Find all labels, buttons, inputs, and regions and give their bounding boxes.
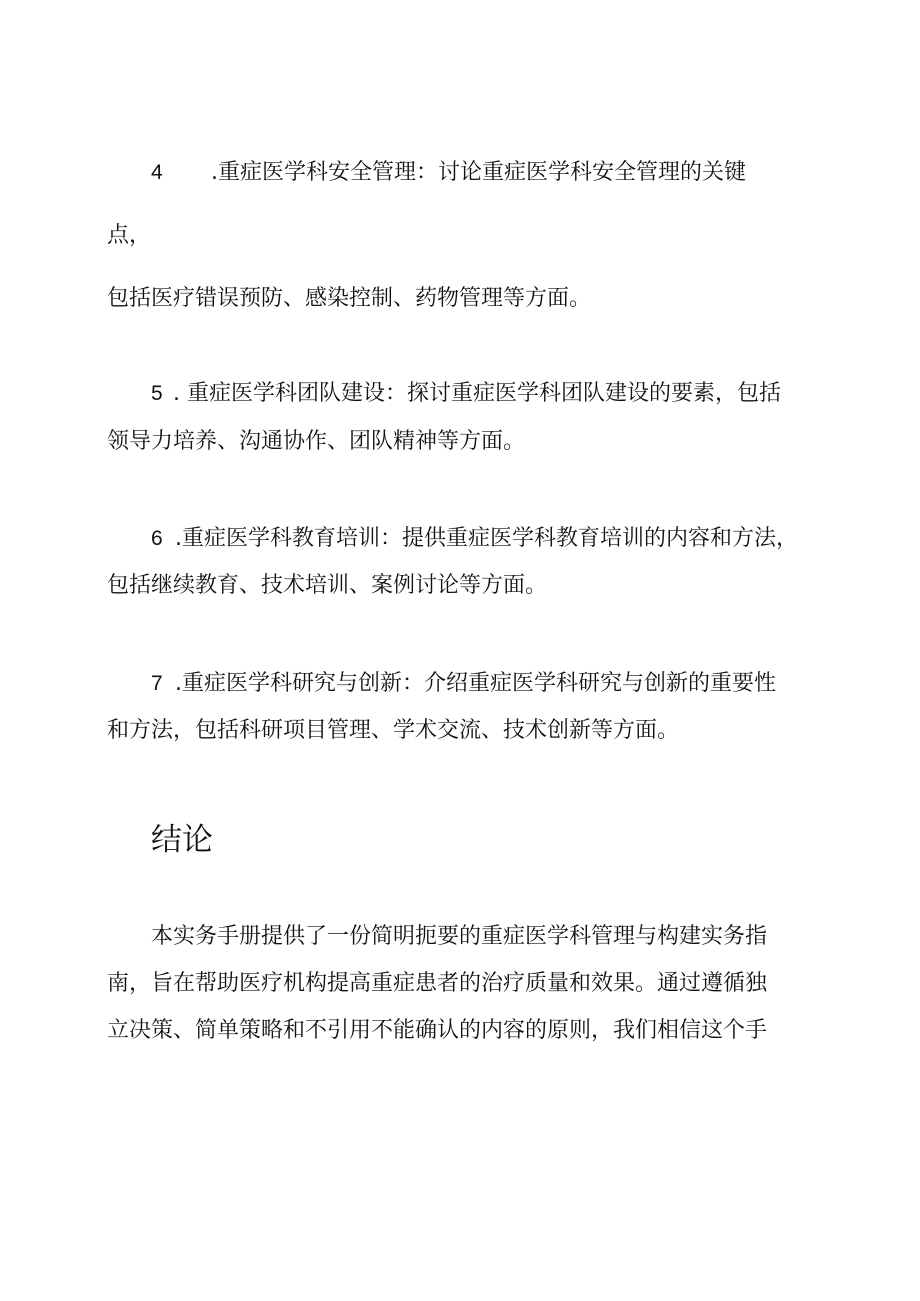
item-7-text-1: .重症医学科研究与创新：介绍重症医学科研究与创新的重要性 [175, 671, 776, 696]
item-7-line-2: 和方法，包括科研项目管理、学术交流、技术创新等方面。 [107, 718, 680, 743]
item-4-line-2: 点， [107, 223, 152, 248]
item-5-line-1 [151, 379, 781, 409]
item-5-line-2: 领导力培养、沟通协作、团队精神等方面。 [107, 429, 526, 454]
item-4-number: 4 [151, 161, 163, 184]
item-4-line-1 [151, 158, 746, 188]
item-7-line-1 [151, 669, 776, 699]
item-5-text-1: . 重症医学科团队建设：探讨重症医学科团队建设的要素，包括 [173, 381, 781, 406]
item-6-text-1: .重症医学科教育培训：提供重症医学科教育培训的内容和方法， [175, 526, 798, 551]
item-6-number: 6 [151, 527, 163, 550]
item-6-line-1 [151, 524, 798, 554]
conclusion-line-3: 立决策、简单策略和不引用不能确认的内容的原则，我们相信这个手 [107, 1018, 768, 1043]
conclusion-line-2: 南，旨在帮助医疗机构提高重症患者的治疗质量和效果。通过遵循独 [107, 971, 768, 996]
item-6-line-2: 包括继续教育、技术培训、案例讨论等方面。 [107, 573, 548, 598]
item-5-number: 5 [151, 382, 163, 405]
item-7-number: 7 [151, 672, 163, 695]
item-4-line-3: 包括医疗错误预防、感染控制、药物管理等方面。 [107, 286, 592, 311]
conclusion-line-1: 本实务手册提供了一份简明扼要的重症医学科管理与构建实务指 [151, 924, 768, 949]
item-4-text-1: .重症医学科安全管理：讨论重症医学科安全管理的关键 [211, 160, 746, 185]
conclusion-heading: 结论 [151, 822, 213, 858]
